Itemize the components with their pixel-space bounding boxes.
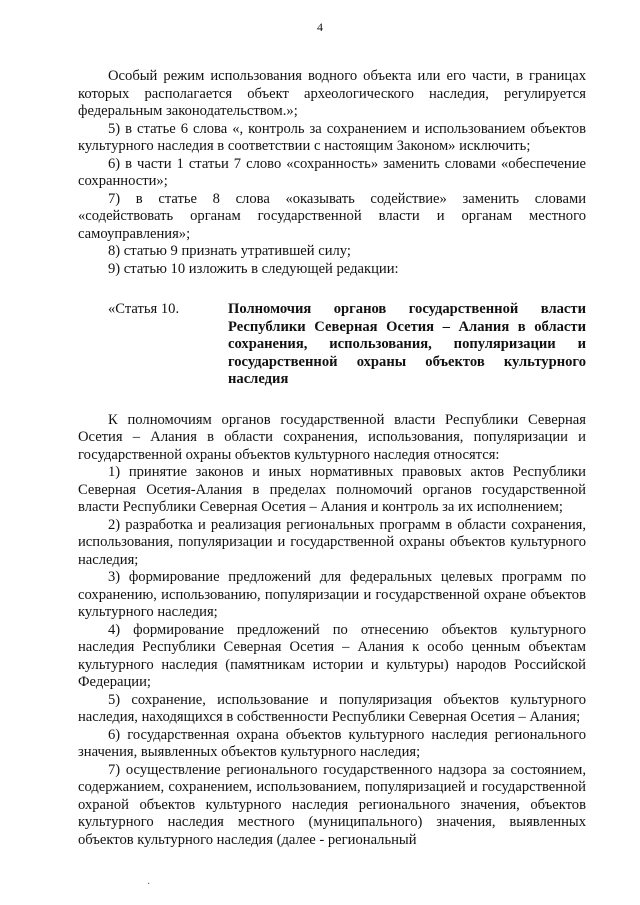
spacer bbox=[78, 389, 586, 412]
paragraph-item-7: 7) в статье 8 слова «оказывать содействие» заменить словами «содействовать органам государственной власти и органам местного самоуправления»; bbox=[78, 190, 586, 242]
spacer bbox=[78, 278, 586, 301]
paragraph-powers-intro: К полномочиям органов государственной власти Республики Северная Осетия – Алания в области сохранения, использования, популяризации и государственной охраны объектов культурного наследия относятся: bbox=[78, 411, 586, 463]
page-number: 4 bbox=[317, 20, 323, 34]
article-title: Полномочия органов государственной власти Республики Северная Осетия – Алания в области сохранения, использования, популяризации и государственной охраны объектов культурного наследия bbox=[228, 301, 586, 387]
article-label: «Статья 10. bbox=[108, 301, 180, 317]
paragraph-item-8: 8) статью 9 признать утратившей силу; bbox=[108, 243, 351, 259]
document-body bbox=[78, 68, 586, 849]
paragraph-archaeological-regime: Особый режим использования водного объекта или его части, в границах которых располагается объект археологического наследия, регулируется федеральным законодательством.»; bbox=[78, 68, 586, 119]
paragraph-item-5: 5) в статье 6 слова «, контроль за сохранением и использованием объектов культурного наследия в соответствии с настоящим Законом» исключить; bbox=[78, 120, 586, 154]
paragraph-power-3: 3) формирование предложений для федеральных целевых программ по сохранению, использованию, популяризации и государственной охране объектов культурного наследия; bbox=[78, 569, 586, 620]
paragraph-item-9: 9) статью 10 изложить в следующей редакции: bbox=[108, 260, 399, 277]
paragraph-power-4: 4) формирование предложений по отнесению объектов культурного наследия Республики Северная Осетия – Алания к особо ценным объектам культурного наследия (памятникам истории и культуры) народов Российской Федерации; bbox=[78, 621, 586, 690]
paragraph-item-6: 6) в части 1 статьи 7 слово «сохранность» заменить словами «обеспечение сохранности»; bbox=[78, 155, 586, 189]
paragraph-power-2: 2) разработка и реализация региональных программ в области сохранения, использования, популяризации и государственной охраны объектов культурного наследия; bbox=[78, 516, 586, 568]
scan-speck: · bbox=[147, 879, 151, 890]
paragraph-power-6: 6) государственная охрана объектов культурного наследия регионального значения, выявленных объектов культурного наследия; bbox=[78, 726, 586, 760]
paragraph-power-1: 1) принятие законов и иных нормативных правовых актов Республики Северная Осетия-Алания в пределах полномочий органов государственной власти Республики Северная Осетия – Алания и контроль за их исполнением; bbox=[78, 464, 586, 515]
paragraph-power-5: 5) сохранение, использование и популяризация объектов культурного наследия, находящихся в собственности Республики Северная Осетия – Алания; bbox=[78, 691, 586, 725]
paragraph-power-7: 7) осуществление регионального государственного надзора за состоянием, содержанием, сохранением, использованием, популяризацией и государственной охраной объектов культурного наследия регионального значения, объектов культурного наследия местного (муниципального) значения, выявленных объектов культурного наследия (далее - региональный bbox=[78, 761, 586, 848]
article-heading bbox=[78, 301, 586, 389]
